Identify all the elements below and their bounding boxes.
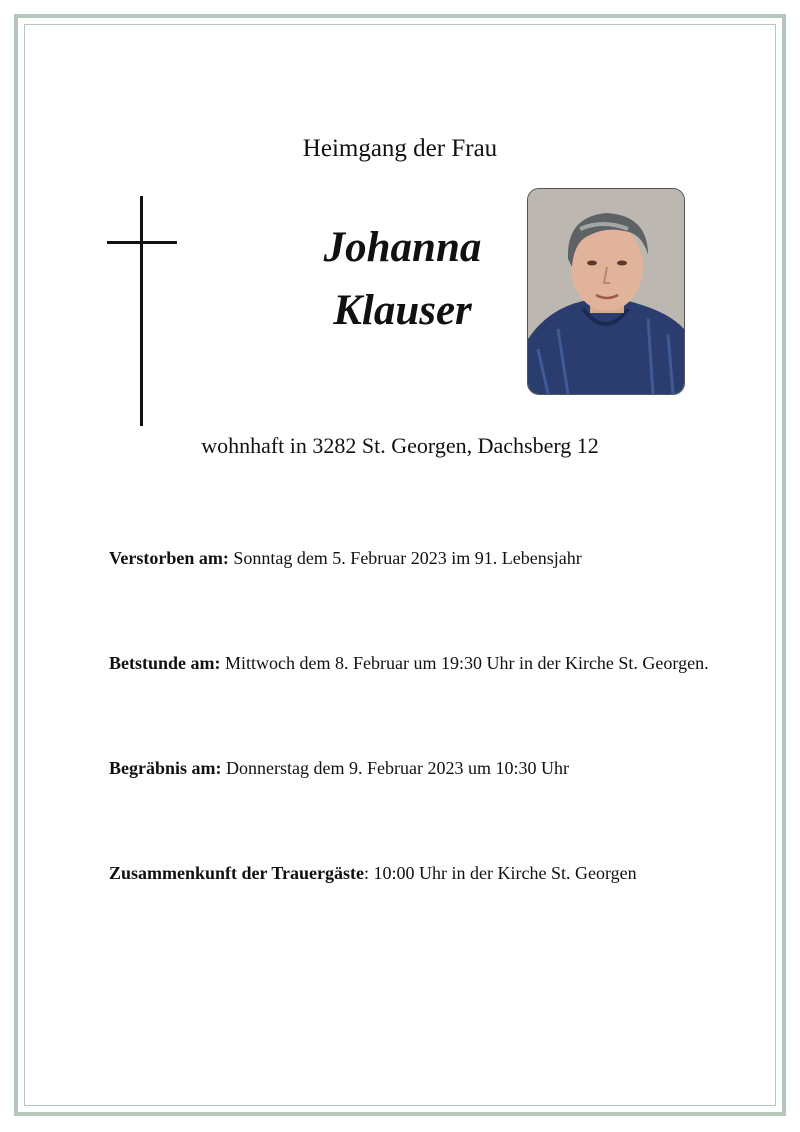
detail-text: Mittwoch dem 8. Februar um 19:30 Uhr in der Kirche St. Georgen. bbox=[220, 653, 709, 673]
residence-address: wohnhaft in 3282 St. Georgen, Dachsberg 12 bbox=[201, 433, 599, 458]
notice-heading: Heimgang der Frau bbox=[302, 135, 498, 162]
detail-funeral bbox=[109, 758, 569, 779]
detail-label: Zusammenkunft der Trauergäste bbox=[109, 863, 365, 883]
detail-mourners-gathering bbox=[109, 863, 637, 884]
portrait-photo bbox=[527, 188, 685, 395]
detail-text: : 10:00 Uhr in der Kirche St. Georgen bbox=[364, 863, 637, 883]
detail-prayer-hour bbox=[109, 653, 709, 674]
cross-vertical-bar bbox=[140, 196, 143, 426]
detail-date-of-death bbox=[109, 548, 582, 569]
last-name: Klauser bbox=[333, 287, 472, 334]
portrait-image bbox=[528, 189, 684, 394]
detail-text: Sonntag dem 5. Februar 2023 im 91. Lebensjahr bbox=[228, 548, 582, 568]
detail-label: Verstorben am: bbox=[109, 548, 229, 568]
first-name: Johanna bbox=[323, 224, 482, 271]
detail-text: Donnerstag dem 9. Februar 2023 um 10:30 Uhr bbox=[221, 758, 569, 778]
detail-label: Betstunde am: bbox=[109, 653, 221, 673]
detail-label: Begräbnis am: bbox=[109, 758, 222, 778]
cross-horizontal-bar bbox=[107, 241, 177, 244]
